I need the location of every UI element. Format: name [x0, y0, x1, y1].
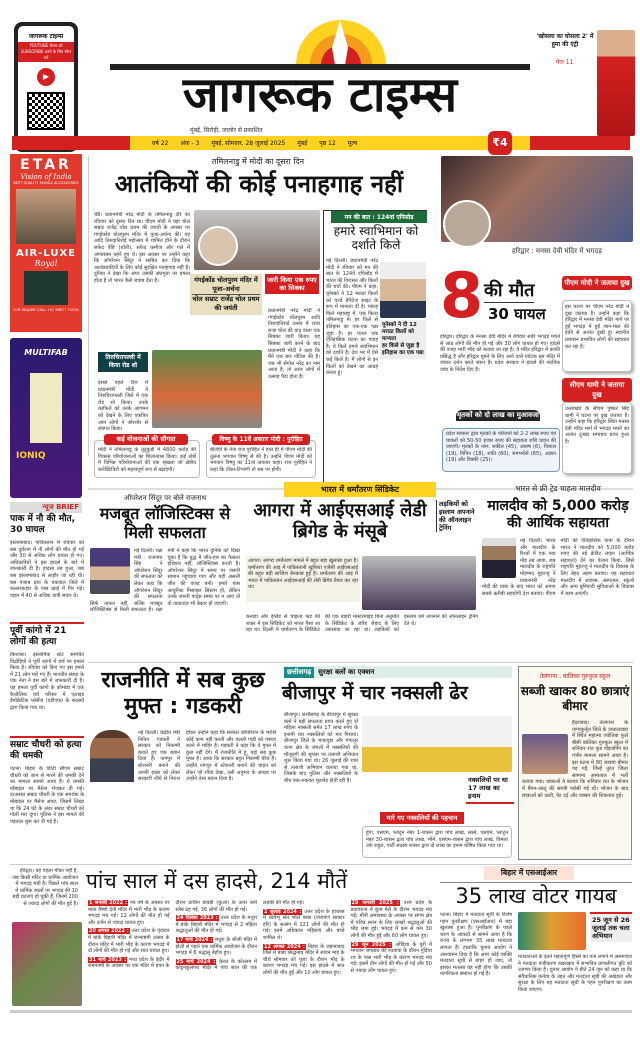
masthead-title: जागरूक टाइम्स: [110, 64, 530, 120]
event-text: केरल के कोल्लम में कोट्टनकुलंगरा मंदिर में पांच साल की एक लड़की की मौत हो गई।: [175, 900, 304, 972]
bihar-side: 25 जून से 26 जुलाई तक चला अभियान: [590, 912, 632, 942]
actress-photo: [597, 30, 635, 136]
haridwar-body: हरिद्वार। हरिद्वार के मनसा देवी मंदिर में रविवार सवेरे भगदड़ मचने से आठ लोगों की मौत हो गई और 30 लोग घायल हो गए। हादसे की वजह भारी भीड़ को बताया जा रहा है। ये मंदिर हरिद्वार में काफी प्रसिद्ध है और हरिद्वार घूमने के लिए आने वाले पर्यटक इस मंदिर में जाकर दर्शन करते जरूर हैं। प्रदेश सरकार ने हादसे की न्यायिक जांच के निर्देश दिए हैं।: [440, 334, 560, 373]
info-city: मुंबई: [297, 140, 308, 147]
phone-text: YOUTUBE चैनल को SUBSCRIBE करने के लिए स्कैन करें: [18, 42, 74, 62]
comp-title: मृतकों को दो लाख का मुआवजा: [457, 411, 539, 419]
schemes-title: कई योजनाओं की सौगात: [104, 434, 188, 445]
gadkari-story: [90, 730, 276, 856]
etar-sub: BEST QUALITY MOBILE ACCESSORIES: [13, 181, 79, 185]
event-text: मथुरा के श्रीजी मंदिर में होली से पहले एक धार्मिक आयोजन के दौरान भगदड़ में 6 श्रद्धालु बेहोश हुए।: [175, 936, 257, 957]
mann-points: [380, 320, 426, 359]
voters-photo: [518, 912, 586, 950]
rajnath-photo: [90, 548, 130, 594]
event-date: 1 जनवरी 2022 :: [89, 900, 128, 906]
etar-product: AIR-LUXE: [16, 248, 76, 259]
section-divider: [10, 864, 632, 865]
rajnath-story: [90, 548, 240, 656]
stampede-event: [176, 915, 258, 935]
bihar-headline[interactable]: 35 लाख वोटर गायब: [440, 882, 632, 907]
multifab-brand: MULTIFAB: [24, 348, 68, 357]
maldives-body: नई दिल्ली। भारत और मालदीव के रिश्तों में एक नया मोड़ तब आया, जब मालदीव के राष्ट्रपति मोहम्मद मुइज्जू ने प्रधानमंत्री नरेंद्र मोदी की यात्रा के बाद भारत को अपना सबसे करीबी सहयोगी देश बताया। पीएम मोदी की ऐतिहासिक यात्रा के दौरान भारत ने मालदीव को 5,000 करोड़ रुपए की नई क्रेडिट लाइन (आर्थिक सहायता) देने का ऐलान किया, जिसे राष्ट्रपति मुइज्जू ने मालदीव के विकास के लिए बेहद अहम बताया। यह सहायता मालदीव में आवास, अस्पताल, स्कूलों और अन्य बुनियादी सुविधाओं के विकास में काम आएगी।: [482, 538, 634, 597]
event-text: उत्तर प्रदेश के हाथरस में स्वयंभू संत भोले बाबा (नारायण साकार हरि) के सत्संग में 121 लोगों की मौत हो गई। इनमें अधिकांश महिलाएं और बच्चे शामिल थे।: [263, 908, 345, 941]
product-panel: [30, 373, 62, 443]
mann-point: यूनेस्को ने दी 12 मराठा किलों को मान्यता: [382, 322, 417, 342]
comp-body: प्रदेश सरकार द्वारा मृतकों के परिजनों को 2-2 लाख रुपए एवं घायलों को 50-50 हजार रुपए की सहायता राशि प्रदान की जाएगी। मृतकों के नाम: शकील (45), आरुष (6), विशाल (19), विपिन (18), शांति (60), रामभरोसे (65), अज्ञात (19) और विक्की (25)।: [446, 431, 556, 464]
info-pages: पृष्ठ 12: [319, 140, 336, 147]
registration-marks: [10, 1010, 632, 1013]
lead-kicker: तमिलनाडु में मोदी का दूसरा दिन: [211, 157, 305, 166]
lead-headline[interactable]: आतंकियों की कोई पनाहगाह नहीं: [114, 170, 404, 198]
roadshow-body: इससे पहले दिन में प्रधानमंत्री मोदी ने तिरुचिरापल्ली जिले में एक रोड शो किया। उनके काफिले को उनके आगमन को देखने के लिए एकत्रित आम लोगों ने जोरशोर से स्वागत किया।: [98, 380, 148, 432]
event-text: उत्तर प्रदेश के वृंदावन में बांके बिहारी मंदिर में जन्माष्टमी उत्सव के दौरान मंदिर में भारी भीड़ के कारण भगदड़ में दो लोगों की मौत हो गई और सात घायल हुए।: [88, 928, 170, 955]
stampede-event: [263, 944, 345, 977]
agra-photo: [362, 556, 476, 610]
cm-body: उत्तराखंड के सीएम पुष्कर सिंह धामी ने घटना पर दुख जताया है। उन्होंने कहा कि हरिद्वार स्थित मनसा देवी मंदिर मार्ग में भगदड़ मचने का अत्यंत दुःखद समाचार प्राप्त हुआ है।: [565, 406, 629, 445]
brief-label: न्यूज BRIEF: [10, 502, 82, 513]
stampede-headline[interactable]: पांच साल में दस हादसे, 214 मौतें: [86, 869, 348, 893]
brief-body: इस्लामाबाद। पाकिस्तान में रविवार को बस दुर्घटना में नौ लोगों की मौत हो गई और 30 से अधिक लोग घायल हो गए। अधिकारियों ने इस हादसे के बारे में जानकारी दी है। हादसा तब हुआ, जब बस इस्लामाबाद से लाहौर जा रही थी। बस पंजाब प्रांत के चकवाल जिले में कल्लरकहार के पास खाई में गिर गई। वाहन में 40 से अधिक यात्री सवार थे।: [10, 540, 84, 599]
youtube-qr-ad[interactable]: [14, 22, 78, 152]
etar-contact: FOR INQUIRY CALL +91 99877 71539: [13, 308, 79, 312]
info-price-label: मूल्य: [347, 140, 358, 147]
info-issue: अंक - 3: [180, 140, 200, 147]
bijapur-id-title: मारे गए नक्सलियों की पहचान: [380, 812, 464, 824]
lead-body: चेन्नै। प्रधानमंत्री नरेंद्र मोदी के तमिलनाडु दौरे का रविवार को दूसरा दिन था। पीएम मोदी ने यहां चोल सम्राट राजेंद्र चोल प्रथम की जयंती के अवसर पर गंगईकोंड चोलपुरम मंदिर में पूजा-अर्चना की। वह आदि तिरुवातिराई महोत्सव में शामिल होने के दौरान सफेद वेष्टि (धोती), सफेद कमीज और गले में अंगवस्त्रम पहने हुए थे। इस अवसर पर उन्होंने कहा कि ऑपरेशन सिंदूर ने साबित कर दिया कि आतंकवादियों के लिए कोई सुरक्षित पनाहगाह नहीं है। दुनिया ने देखा कि अगर उसकी संप्रभुता पर हमला होता है तो भारत कैसे जवाब देता है।: [94, 212, 190, 284]
etar-royal: Royal: [34, 259, 58, 268]
bijapur-tag-bar: [284, 666, 512, 678]
gadkari-photo: [90, 730, 134, 782]
brief-title[interactable]: पाक में नौ की मौत, 30 घायल: [10, 514, 76, 535]
teaser-text[interactable]: 'खोसला का घोसला 2' में हुमा की एंट्री: [536, 33, 594, 48]
stampede-photo: [12, 922, 82, 1006]
multifab-ad[interactable]: [10, 338, 82, 498]
mann-body: नई दिल्ली। प्रधानमंत्री नरेंद्र मोदी ने रविवार को मन की बात के 124वें एपिसोड में भारत की विरासत और किलों की चर्चा की। पीएम ने कहा, यूनेस्को ने 12 मराठा किलों को वर्ल्ड हेरिटेज साइट के रूप में मान्यता दी है। ग्यारह किले महाराष्ट्र में, एक किला तमिलनाडु में। हर किले से इतिहास का एक-एक पन्ना जुड़ा है। हर पत्थर एक ऐतिहासिक घटना का गवाह है। ये किले हमारे स्वाभिमान को दर्शाते हैं। देश भर में ऐसे कई किले हैं। मैं लोगों से इन किलों को देखने का आग्रह करता हूं।: [326, 258, 378, 377]
agra-body: कनाडा और इंग्लैंड से चाइल्ड फंड की शक्ल में इस सिंडिकेट को भारत पैसा आ रहा था। दिल्ली में धर्मांतरण के सिंडिकेट की एक बाहरी मास्टरमाइंड बिना अनुमति के सिंडिकेट के जरिए जेहाद के लिए उकसाया जा रहा था। लड़कियों को इस्लाम धर्म अपनाने की ऑनलाइन ट्रेनिंग देते थे।: [246, 614, 478, 634]
caption-1: गंगईकोंड चोलपुरम मंदिर में पूजा-अर्चना: [192, 276, 260, 295]
vishnu-title: विष्णु के 11वें अवतार मोदी : पुरोहित: [212, 434, 310, 445]
bihar-body: पटना। बिहार में मतदाता सूची के विशेष गहन पुनरीक्षण (एसआईआर) में बड़ा खुलासा हुआ है। पुनरीक्षण के पहले चरण के आंकड़ों से सामने आया है कि राज्य के लगभग 35 लाख मतदाता लापता हैं। हालांकि चुनाव आयोग ने आश्वासन दिया है कि अगर कोई व्यक्ति मतदाता सूची से बाहर हो जाए, तो इसका मतलब यह नहीं होगा कि उसकी नागरिकता समाप्त हो गई है।: [440, 912, 512, 978]
students-photo: [522, 734, 568, 774]
event-date: 25 मार्च 2024 :: [176, 958, 216, 965]
teaser-page: पेज 11: [556, 59, 574, 66]
stampede-event: [88, 928, 170, 954]
weapons-photo: [362, 716, 512, 772]
rajnath-headline[interactable]: मजबूत लॉजिस्टिक्स से मिली सफलता: [99, 504, 231, 542]
telangana-body: हैदराबाद। तेलंगाना के नागरकुर्नूल जिले के उय्यालवाडा में स्थित महात्मा ज्योतिबा फुले बीसी बालिका गुरुकुल स्कूल में शनिवार रात फूड पॉइजनिंग का गंभीर मामला सामने आया है। इस घटना में 80 छात्राएं बीमार पड़ गईं, जिन्हें तुरंत जिला सामान्य अस्पताल में भर्ती कराया गया। छात्राओं ने बताया कि शनिवार रात के भोजन में बैंगन-आलू की सब्जी परोसी गई थी। भोजन के बाद छात्राओं को उल्टी, पेट दर्द और चक्कर की शिकायत हुई।: [522, 720, 628, 799]
mann-headline[interactable]: हमारे स्वाभिमान को दर्शाते किले: [333, 224, 419, 252]
telangana-kicker: तेलंगाना : बालिका गुरुकुल स्कूल: [539, 673, 611, 680]
event-date: 29 जनवरी 2025 :: [351, 900, 399, 906]
agra-tag: भारत में धर्मांतरण सिंडिकेट: [284, 482, 436, 497]
agra-lede: आगरा। आगरा धर्मांतरण मामले में बहुत बड़ा खुलासा हुआ है। धर्मांतरण की आड़ में पाकिस्तानी खुफिया एजेंसी आईएसआई की बहुत बड़ी साजिश बेनकाब हुई है। धर्मांतरण की आड़ में भारत में पाकिस्तान आईएसआई की लेडी ब्रिगेड तैयार कर रहा था।: [246, 556, 360, 602]
pm-body: इस घटना पर पीएम नरेंद्र मोदी ने दुख जताया है। उन्होंने कहा कि हरिद्वार में मनसा देवी मंदिर मार्ग पर हुई भगदड़ में हुई जान-माल की हानि से अत्यंत दुखी हूं। स्थानीय प्रशासन प्रभावित लोगों की सहायता कर रहा है।: [565, 304, 629, 350]
maldives-story: [482, 538, 634, 658]
bihar-body-2: मतदाताओं के इतने महत्वपूर्ण हिस्से का पता लगाने में असमर्थता ने मतदाता पंजीकरण रखरखाव में संभावित प्रणालीगत त्रुटि को उजागर किया है। चुनाव आयोग ने बीते 24 जून को कहा था कि संवैधानिक कर्तव्य के तहत और मतदाता सूची की अखंडता और सुरक्षा के लिए यह मतदाता सूची के गहन पुनरीक्षण का काम किया जाएगा।: [518, 954, 632, 993]
stampede-events: [88, 900, 432, 1006]
info-bar: [130, 136, 530, 150]
mann-tag: मन की बात : 124वां एपिसोड: [331, 211, 427, 223]
haridwar-headline-2: 30 घायल: [488, 305, 546, 323]
brief-title[interactable]: सम्राट चौधरी को हत्या की धमकी: [10, 736, 84, 762]
rajnath-kicker: ऑपरेशन सिंदूर पर बोले राजनाथ: [123, 494, 207, 502]
event-date: 29 जून 2025 :: [351, 941, 392, 948]
info-date: मुंबई, सोमवार, 28 जुलाई 2025: [211, 140, 286, 147]
modi-inset-photo: [198, 226, 238, 266]
brief-body: पटना। बिहार के डिप्टी सीएम सम्राट चौधरी को जान से मारने की धमकी देने का मामला सामने आया है। ये धमकी मोबाइल पर मैसेज भेजकर दी गई। दरअसल सम्राट चौधरी के एक समर्थक के मोबाइल पर मैसेज आया, जिसमें लिखा था कि 24 घंटे के अंदर सम्राट चौधरी को गोली मार दूंगा। पुलिस ने इस मामले की पड़ताल शुरू कर दी गई है।: [10, 766, 84, 825]
event-text: बिहार के जहानाबाद जिले में बाबा सिद्धनाथ मंदिर में सावन माह के चौथे सोमवार को पूजा के दौरान भीड़ के कारण भगदड़ मच गई। इस हादसे में सात लोगों की मौत हुई और 10 लोग घायल हुए।: [263, 943, 345, 976]
phone-brand: जागरूक टाइम्स: [28, 33, 64, 40]
stampede-event: [351, 942, 433, 975]
temple-caption: [190, 274, 262, 315]
youtube-icon: ▶: [37, 68, 55, 86]
multifab-product: IONIQ: [16, 451, 46, 461]
event-date: 2 जुलाई 2024 :: [264, 908, 302, 915]
etar-brand: ETAR: [20, 157, 72, 173]
cm-title: सीएम धामी ने जताया दुख: [562, 378, 632, 402]
event-text: मध्य प्रदेश के इंदौर में रामनवमी के अवसर पर एक मंदिर में हवन के दौरान प्राचीन बावड़ी (कुआं) के ऊपर बनी स्लैब ढह गई, 36 लोगों की मौत हो गई।: [88, 900, 257, 970]
gadkari-headline[interactable]: राजनीति में सब कुछ मुफ्त : गडकरी: [101, 668, 265, 719]
coin-title: जारी किया एक रुपए का सिक्का: [265, 274, 319, 294]
lead-border: [88, 156, 89, 456]
gadkari-body: नई दिल्ली। केंद्रीय मंत्री नितिन गडकरी ने सरकार को निकम्मी बताते हुए एक बयान दिया है। नागपुर में स्टेशनरी बनाने की अपनी इच्छा को लेकर सरकारी रवैये से निराश होकर उन्होंने कहा कि सरकार कॉर्पोरेशन के भरोसे कोई काम नहीं करती और चलती गाड़ी को पंक्चर करने में माहिर है। गडकरी ने कहा कि वे मुफ्त में कुछ नहीं देंगे। मैं राजनीति में हूं, यहां सब कुछ मुफ्त है। आया कि सरकार बहुत निकम्मी चीज है। उन्होंने नागपुर में स्टेशनरी बनाने की चाहत को लेकर जो रवैया देखा, उसी अनुभव के आधार पर उन्होंने ऐसा बयान दिया है।: [138, 730, 276, 783]
bijapur-tag2: सुरक्षा बलों का एक्शन: [318, 667, 375, 676]
section-divider: [88, 662, 633, 663]
ad-model-photo: [16, 189, 76, 244]
etar-ad[interactable]: [10, 154, 82, 332]
telangana-story: [522, 720, 628, 856]
haridwar-headline-1[interactable]: की मौत: [484, 280, 535, 301]
event-text: उत्तर प्रदेश के प्रयागराज में कुंभ मेले के दौरान भगदड़ मच गई। मौनी अमावस्या के अवसर पर संगम क्षेत्र में पवित्र स्नान के लिए लाखों श्रद्धालुओं की भीड़ जमा हुई। भगदड़ में कम से कम 30 लोगों की मौत हुई और 60 लोग घायल हुए।: [350, 900, 432, 939]
bijapur-id-body: हुंगा, एसएम, प्लाटून नंबर 1-शासन द्वारा पांच लाख, लक्ष्मे, एसएम, प्लाटून नंबर 30-शासन द्वारा पांच लाख, भीमे, एसएम-शासन द्वारा पांच लाख, विमला उर्फ राहुल, पार्टी सदस्य-शासन द्वारा दो लाख का इनाम घोषित किया गया था।: [366, 830, 508, 850]
price-badge: ₹4: [488, 131, 512, 155]
event-text: उत्तर प्रदेश के मथुरा में बांके बिहारी मंदिर में भगदड़ से 2 महिला श्रद्धालुओं की मौत हो गई।: [175, 915, 257, 935]
event-text: ओडिशा के पुरी में भगवान जगन्नाथ की रथयात्रा के दौरान गुंडिचा रथ के पास भारी भीड़ के कारण भगदड़ मच गई। इसमें तीन लोगों की मौत हो गई और 50 से ज्यादा लोग घायल हुए।: [350, 941, 432, 974]
brief-body: किंशासा। इस्लामिक स्टेट समर्थित विद्रोहियों ने पूर्वी कांगो में चर्च पर हमला किया है। रविवार को किए गए इस हमले में 21 लोग मारे गए हैं। मानवीय संस्था के एक नेता ने इस बारे में जानकारी दी है। यह हमला पूर्वी कांगो के कोमांडा में एक कैथोलिक चर्च परिसर में एलाइड डेमोक्रेटिक फोर्सेज (एडीएफ) के सदस्यों द्वारा किया गया था।: [10, 652, 84, 711]
masthead-subtitle: मुंबई, सिरोही, जालोर से प्रकाशित: [190, 127, 263, 134]
roadshow-photo: [152, 350, 262, 428]
product-box: [24, 271, 68, 305]
stampede-event: [176, 937, 258, 957]
qr-code-icon: [27, 92, 65, 130]
maldives-kicker: भारत से फ्री ट्रेड चाहता मालदीव: [515, 484, 601, 493]
event-date: 31 मार्च 2023 :: [89, 956, 127, 963]
stampede-intro: हरिद्वार। यह पहला मौका नहीं है, जब किसी मंदिर या धार्मिक आयोजन में भगदड़ मची है। पिछले पांच साल में धार्मिक स्थलों पर भगदड़ की 10 बड़ी घटनाएं हो चुकी हैं, जिनमें 200 से ज्यादा लोगों की मौत हुई है।: [12, 868, 78, 907]
injured-inset-photo: [443, 200, 491, 248]
rajnath-body: नई दिल्ली। रक्षा मंत्री राजनाथ सिंह ने ऑपरेशन सिंदूर की सफलता को लेकर कहा कि ऑपरेशन सिंदूर की सफलता सिर्फ ताकत नहीं, बल्कि मजबूत लॉजिस्टिक्स से मिली सफलता है। रक्षा मंत्री ने कहा कि भारत दुनिया को दिखा चुका है कि युद्ध में जीत-हार का फैसला हथियार नहीं, लॉजिस्टिक्स करती है। ऑपरेशन सिंदूर में समय पर जरूरी सामान पहुंचाया गया और यही असली जीत की वजह बनी। हमारे पास आधुनिक मिसाइल सिस्टम हो, लेकिन उनके जरूरी पार्ट्स समय पर न आएं तो वो ताकतवर भी बेकार हो जाएगी।: [90, 548, 240, 614]
agra-side: लड़कियों को इस्लाम अपनाने की ऑनलाइन ट्रेनिंग: [436, 500, 478, 532]
mann-point: हर किले से जुड़ा है इतिहास का एक पन्ना: [382, 343, 424, 356]
bijapur-tag: छत्तीसगढ़: [284, 667, 314, 678]
stampede-event: [263, 909, 345, 942]
coin-body: प्रधानमंत्री नरेंद्र मोदी ने गंगईकोंड चोलपुरम आदि तिरुवातिराई उत्सव में राजा राजा चोल की याद वाला एक सिक्का जारी किया। यह सिक्का जारी करने के बाद प्रधानमंत्री मोदी ने कहा कि मैंने एक बार नोटिस की है। जब भी सेंगोल नरेंद्र का नाम आता है, तो आज लोगों में उत्साह पैदा होता है।: [268, 308, 320, 380]
modi-portrait-photo: [380, 262, 426, 318]
muizzu-photo: [482, 538, 516, 578]
bijapur-side: नक्सलियों पर था 17 लाख का इनाम: [466, 774, 514, 804]
etar-tag: Vision of India: [20, 173, 72, 181]
event-date: 24 दिसंबर 2023 :: [176, 915, 218, 922]
death-count: 8: [440, 259, 484, 332]
event-date: 17 मार्च 2024 :: [176, 936, 213, 943]
pm-title: पीएम मोदी ने जताया दुख: [562, 276, 632, 290]
event-text: नव वर्ष के अवसर पर माता वैष्णो देवी मंदिर में भारी भीड़ के कारण भगदड़ मच गई। 12 लोगों की मौत हो गई और दर्जन से ज्यादा घायल हुए।: [88, 900, 170, 926]
schemes-body: मोदी ने तमिलनाडु के तूतुकुडी में 4800 करोड़ की विकास परियोजनाओं का शिलान्यास किया। कई क्षेत्रों में विभिन्न परियोजनाओं की एक श्रृंखला जो क्षेत्रीय कनेक्टिविटी को महत्वपूर्ण रूप से बढ़ाएंगी।: [98, 447, 196, 473]
telangana-headline[interactable]: सब्जी खाकर 80 छात्राएं बीमार: [520, 684, 630, 713]
bijapur-body: बीजापुर। छत्तीसगढ़ के बीजापुर में सुरक्षा बलों ने बड़ी सफलता प्राप्त करते हुए दो महिला नक्सली समेत 17 लाख रुपए के इनामी चार नक्सलियों को मार गिराया। बीजापुर जिले के भाकपुड़ा और गंगालूर थाना क्षेत्र के जंगलों में नक्सलियों की मौजूदगी की सूचना पर तलाशी अभियान शुरू किया गया था। 26 जुलाई की शाम से तलाशी अभियान चलाया गया था, जिसके बाद पुलिस और नक्सलियों के बीच रुक-रुककर मुठभेड़ होती रही है।: [284, 712, 358, 784]
event-date: 20 अगस्त 2022 :: [89, 928, 129, 935]
haridwar-caption: हरिद्वार : मनसा देवी मंदिर में भगदड़: [512, 247, 602, 255]
roadshow-title: तिरुचिरापल्ली में किया रोड शो: [98, 352, 148, 372]
maldives-headline[interactable]: मालदीव को 5,000 करोड़ की आर्थिक सहायता: [487, 498, 629, 531]
stampede-event: [88, 900, 170, 926]
info-year: वर्ष 22: [152, 140, 169, 147]
agra-headline[interactable]: आगरा में आईएसआई लेडी ब्रिगेड के मंसूबे: [253, 500, 427, 542]
stampede-event: [351, 900, 433, 940]
bihar-kicker: बिहार में एसआईआर: [484, 866, 574, 880]
bijapur-headline[interactable]: बीजापुर में चार नक्सली ढेर: [282, 682, 468, 704]
caption-2: चोल सम्राट राजेंद्र चोल प्रथम की जयंती: [192, 295, 260, 312]
vishnu-body: बीजेपी के नेता राज पुरोहित ने हाल ही में पीएम मोदी की तुलना भगवान विष्णु से की है। उन्होंने पीएम मोदी को भगवान विष्णु का 11वां अवतार कहा। राज पुरोहित ने कहा कि टीका-टिप्पणी तो सब पर होगी।: [210, 447, 312, 473]
brief-title[interactable]: पूर्वी कांगो में 21 लोगों की हत्या: [10, 622, 84, 648]
event-date: 12 अगस्त 2024 :: [264, 943, 305, 950]
